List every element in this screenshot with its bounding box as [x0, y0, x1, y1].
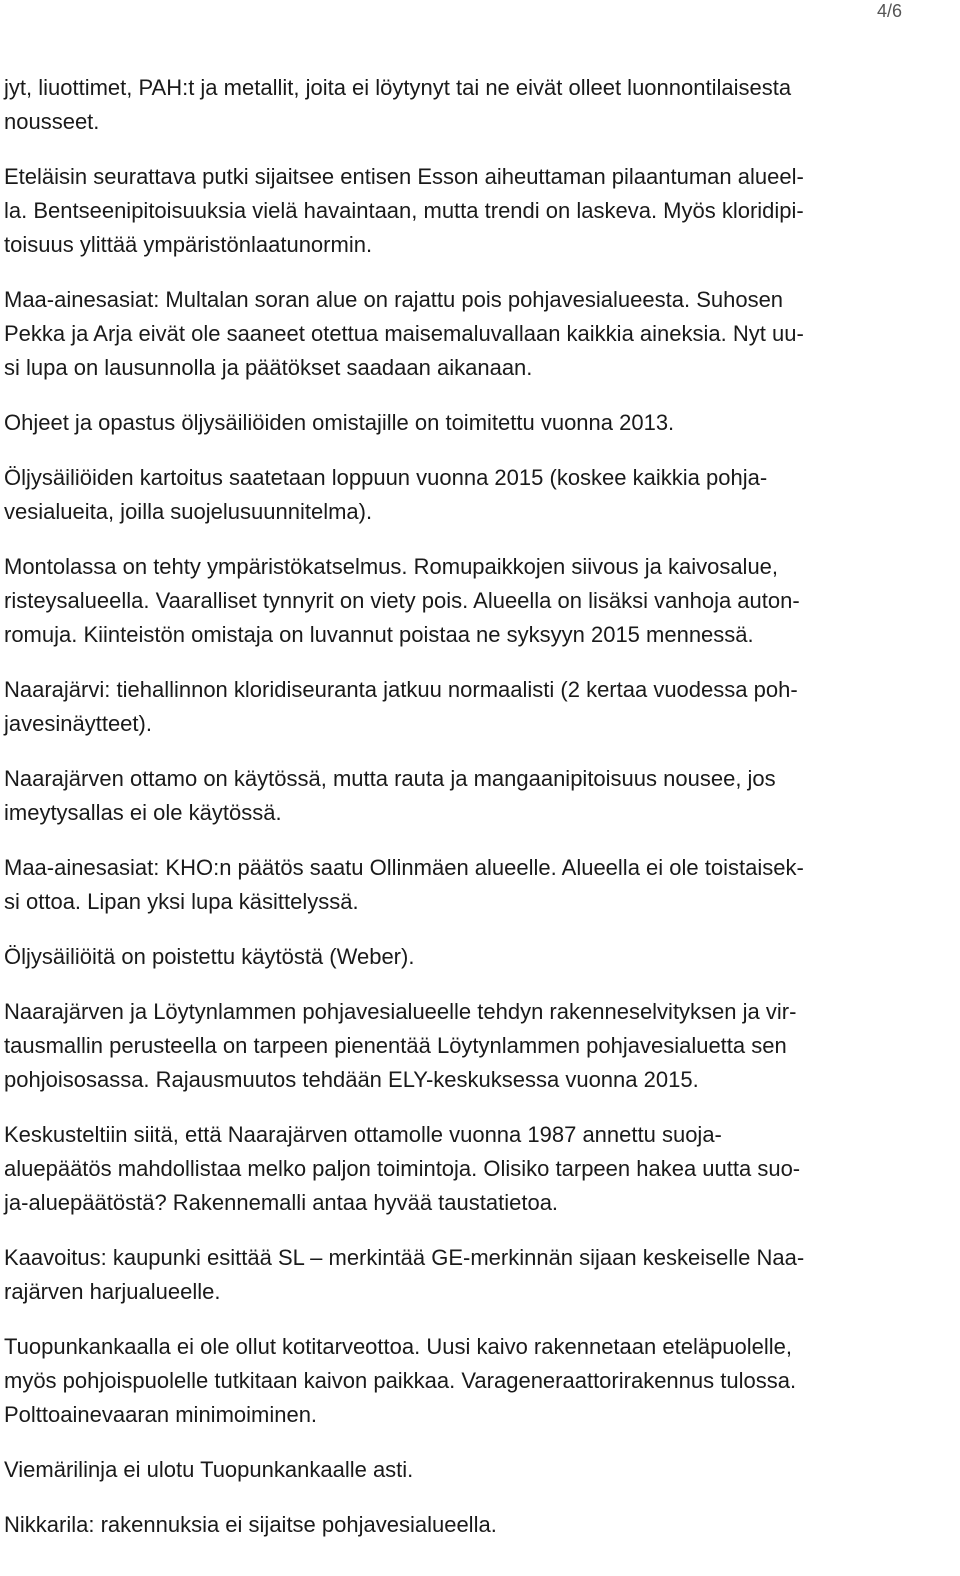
paragraph — [4, 1241, 954, 1309]
text-line: Naarajärven ja Löytynlammen pohjavesialueelle tehdyn rakenneselvityksen ja vir- — [4, 999, 797, 1024]
text-line: Öljysäiliöiden kartoitus saatetaan loppuun vuonna 2015 (koskee kaikkia pohja- — [4, 465, 768, 490]
text-line: si lupa on lausunnolla ja päätökset saadaan aikanaan. — [4, 355, 533, 380]
paragraph — [4, 1118, 954, 1220]
text-line: Naarajärven ottamo on käytössä, mutta rauta ja mangaanipitoisuus nousee, jos — [4, 766, 776, 791]
text-line: Kaavoitus: kaupunki esittää SL – merkintää GE-merkinnän sijaan keskeiselle Naa- — [4, 1245, 805, 1270]
text-line: la. Bentseenipitoisuuksia vielä havaintaan, mutta trendi on laskeva. Myös kloridipi- — [4, 198, 804, 223]
text-line: myös pohjoispuolelle tutkitaan kaivon paikkaa. Varageneraattorirakennus tulossa. — [4, 1368, 797, 1393]
paragraph — [4, 762, 954, 830]
paragraph — [4, 673, 954, 741]
paragraph — [4, 995, 954, 1097]
paragraph — [4, 940, 954, 974]
text-line: jyt, liuottimet, PAH:t ja metallit, joita ei löytynyt tai ne eivät olleet luonnontilaisesta — [4, 75, 792, 100]
text-line: si ottoa. Lipan yksi lupa käsittelyssä. — [4, 889, 359, 914]
text-line: Öljysäiliöitä on poistettu käytöstä (Weber). — [4, 944, 415, 969]
text-line: romuja. Kiinteistön omistaja on luvannut poistaa ne syksyyn 2015 mennessä. — [4, 622, 754, 647]
text-line: toisuus ylittää ympäristönlaatunormin. — [4, 232, 373, 257]
paragraph — [4, 1453, 954, 1487]
text-line: Keskusteltiin siitä, että Naarajärven ottamolle vuonna 1987 annettu suoja- — [4, 1122, 722, 1147]
text-line: Maa-ainesasiat: KHO:n päätös saatu Ollinmäen alueelle. Alueella ei ole toistaisek- — [4, 855, 804, 880]
text-line: Maa-ainesasiat: Multalan soran alue on rajattu pois pohjavesialueesta. Suhosen — [4, 287, 784, 312]
paragraph — [4, 461, 954, 529]
text-line: Nikkarila: rakennuksia ei sijaitse pohjavesialueella. — [4, 1512, 497, 1537]
paragraph — [4, 1508, 954, 1542]
text-line: Tuopunkankaalla ei ole ollut kotitarveottoa. Uusi kaivo rakennetaan eteläpuolelle, — [4, 1334, 793, 1359]
paragraph — [4, 550, 954, 652]
text-line: rajärven harjualueelle. — [4, 1279, 221, 1304]
text-line: pohjoisosassa. Rajausmuutos tehdään ELY-keskuksessa vuonna 2015. — [4, 1067, 699, 1092]
paragraph — [4, 406, 954, 440]
text-line: Pekka ja Arja eivät ole saaneet otettua maisemaluvallaan kaikkia aineksia. Nyt uu- — [4, 321, 804, 346]
text-line: vesialueita, joilla suojelusuunnitelma). — [4, 499, 373, 524]
text-line: Naarajärvi: tiehallinnon kloridiseuranta jatkuu normaalisti (2 kertaa vuodessa poh- — [4, 677, 798, 702]
text-line: Montolassa on tehty ympäristökatselmus. Romupaikkojen siivous ja kaivosalue, — [4, 554, 779, 579]
text-line: aluepäätös mahdollistaa melko paljon toimintoja. Olisiko tarpeen hakea uutta suo- — [4, 1156, 801, 1181]
text-line: Ohjeet ja opastus öljysäiliöiden omistajille on toimitettu vuonna 2013. — [4, 410, 675, 435]
paragraph — [4, 1330, 954, 1432]
text-line: nousseet. — [4, 109, 100, 134]
page-number: 4/6 — [876, 1, 902, 21]
text-line: ja-aluepäätöstä? Rakennemalli antaa hyvää taustatietoa. — [4, 1190, 559, 1215]
text-line: imeytysallas ei ole käytössä. — [4, 800, 282, 825]
text-line: tausmallin perusteella on tarpeen pienentää Löytynlammen pohjavesialuetta sen — [4, 1033, 787, 1058]
text-line: Eteläisin seurattava putki sijaitsee entisen Esson aiheuttaman pilaantuman alueel- — [4, 164, 804, 189]
text-line: Polttoainevaaran minimoiminen. — [4, 1402, 318, 1427]
text-line: javesinäytteet). — [4, 711, 152, 736]
document-body — [4, 71, 954, 1563]
paragraph — [4, 71, 954, 139]
paragraph — [4, 283, 954, 385]
paragraph — [4, 160, 954, 262]
text-line: Viemärilinja ei ulotu Tuopunkankaalle asti. — [4, 1457, 414, 1482]
paragraph — [4, 851, 954, 919]
text-line: risteysalueella. Vaaralliset tynnyrit on viety pois. Alueella on lisäksi vanhoja auton- — [4, 588, 800, 613]
